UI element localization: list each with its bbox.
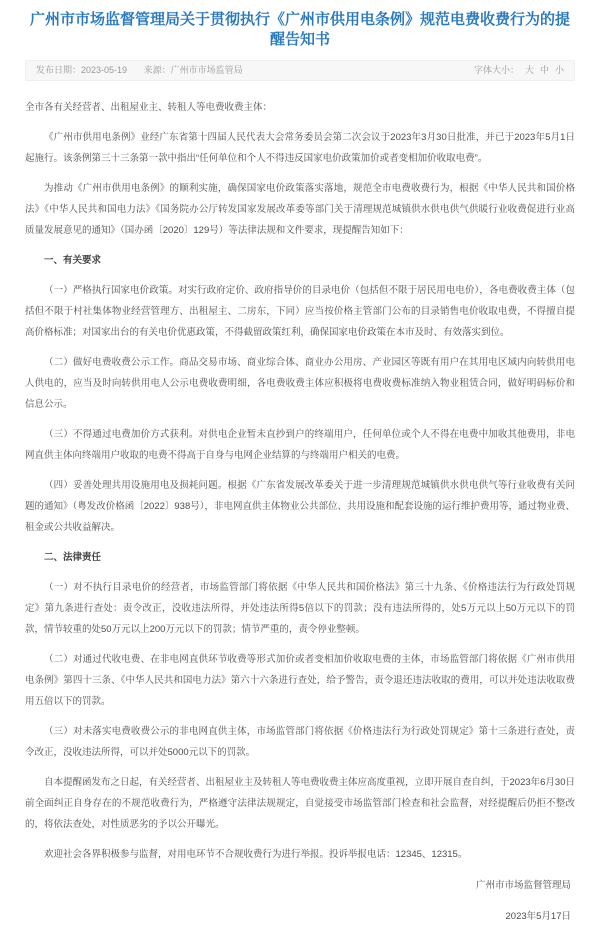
signature-org: 广州市市场监督管理局 bbox=[475, 880, 571, 891]
paragraph-requirement-2: （二）做好电费收费公示工作。商品交易市场、商业综合体、商业办公用房、产业园区等既有用户在其用电区域内向转供用电人供电的，应当及时向转供用电人公示电费收费明细，各电费收费主体应积极将电费收费标准纳入物业租赁合同，做好明码标价和信息公示。 bbox=[25, 357, 575, 410]
paragraph-closing-2: 欢迎社会各界积极参与监督，对用电环节不合规收费行为进行举报。投诉举报电话：12345、12315。 bbox=[44, 849, 468, 860]
page-title: 广州市市场监督管理局关于贯彻执行《广州市供用电条例》规范电费收费行为的提醒告知书 bbox=[29, 11, 570, 48]
paragraph-requirement-1: （一）严格执行国家电价政策。对实行政府定价、政府指导价的目录电价（包括但不限于居民用电电价），各电费收费主体（包括但不限于村社集体物业经营管理方、出租屋主、二房东，下同）应当按价格主管部门公布的目录销售电价收取电费，不得擅自提高价格标准；对国家出台的有关电价优惠政策，不得截留政策红利，确保国家电价政策在本市及时、有效落实到位。 bbox=[25, 285, 575, 338]
font-size-small-button[interactable]: 小 bbox=[554, 65, 564, 75]
salutation: 全市各有关经营者、出租屋业主、转租人等电费收费主体： bbox=[25, 102, 273, 113]
paragraph-requirement-3: （三）不得通过电费加价方式获利。对供电企业暂未直抄到户的终端用户，任何单位或个人不得在电费中加收其他费用，非电网直供主体向终端用户收取的电费不得高于自身与电网企业结算的与终端用户相关的电费。 bbox=[25, 429, 575, 461]
section-heading-liability: 二、法律责任 bbox=[44, 552, 102, 563]
meta-info bbox=[36, 65, 257, 76]
publish-date bbox=[36, 65, 127, 75]
paragraph-requirement-4: （四）妥善处理共用设施用电及损耗问题。根据《广东省发展改革委关于进一步清理规范城镇供水供电供气等行业收费有关问题的通知》（粤发改价格函〔2022〕938号），非电网直供主体物业公共部位、共用设施和配套设施的运行维护费用等，通过物业费、租金或公共收益解决。 bbox=[25, 480, 575, 533]
paragraph-liability-3: （三）对未落实电费收费公示的非电网直供主体，市场监管部门将依据《价格违法行为行政处罚规定》第十三条进行查处，责令改正，没收违法所得，可以并处5000元以下的罚款。 bbox=[25, 726, 575, 758]
meta-bar bbox=[25, 60, 575, 81]
paragraph-closing-1: 自本提醒函发布之日起，有关经营者、出租屋业主及转租人等电费收费主体应高度重视，立即开展自查自纠，于2023年6月30日前全面纠正自身存在的不规范收费行为，严格遵守法律法规规定，自觉接受市场监管部门检查和社会监督，对经提醒后仍拒不整改的，将依法查处，对性质恶劣的予以公开曝光。 bbox=[25, 777, 575, 830]
paragraph-liability-2: （二）对通过代收电费、在非电网直供环节收费等形式加价或者变相加价收取电费的主体，市场监管部门将依据《广州市供用电条例》第四十三条、《中华人民共和国电力法》第六十六条进行查处，给予警告，责令退还违法收取的费用，可以并处违法收取费用五倍以下的罚款。 bbox=[25, 654, 575, 707]
signature-date: 2023年5月17日 bbox=[505, 911, 571, 922]
source bbox=[144, 65, 243, 75]
source-value: 广州市市场监管局 bbox=[170, 65, 243, 75]
paragraph-liability-1: （一）对不执行目录电价的经营者，市场监管部门将依据《中华人民共和国价格法》第三十九条、《价格违法行为行政处罚规定》第九条进行查处：责令改正，没收违法所得，并处违法所得5倍以下的罚款；没有违法所得的，处5万元以上50万元以下的罚款，情节较重的处50万元以上200万元以下的罚款；情节严重的，责令停业整顿。 bbox=[25, 582, 575, 635]
font-size-large-button[interactable]: 大 bbox=[524, 65, 534, 75]
paragraph-intro-1: 《广州市供用电条例》业经广东省第十四届人民代表大会常务委员会第二次会议于2023年3月30日批准，并已于2023年5月1日起施行。该条例第三十三条第一款中指出“任何单位和个人不得违反国家电价政策加价或者变相加价收取电费”。 bbox=[25, 132, 575, 164]
signature-block bbox=[25, 875, 575, 927]
font-size-controls bbox=[474, 65, 564, 76]
section-heading-requirements: 一、有关要求 bbox=[44, 255, 102, 266]
source-label: 来源： bbox=[143, 65, 171, 75]
article-body bbox=[25, 97, 575, 927]
publish-date-value: 2023-05-19 bbox=[81, 65, 128, 75]
font-size-medium-button[interactable]: 中 bbox=[539, 65, 549, 75]
font-size-label: 字体大小： bbox=[473, 65, 519, 75]
paragraph-intro-2: 为推动《广州市供用电条例》的顺利实施，确保国家电价政策落实落地，规范全市电费收费行为，根据《中华人民共和国价格法》《中华人民共和国电力法》《国务院办公厅转发国家发展改革委等部门关于清理规范城镇供水供电供气供暖行业收费促进行业高质量发展意见的通知》（国办函〔2020〕129号）等法律法规和文件要求，现提醒告知如下： bbox=[25, 183, 575, 236]
publish-date-label: 发布日期： bbox=[36, 65, 82, 75]
